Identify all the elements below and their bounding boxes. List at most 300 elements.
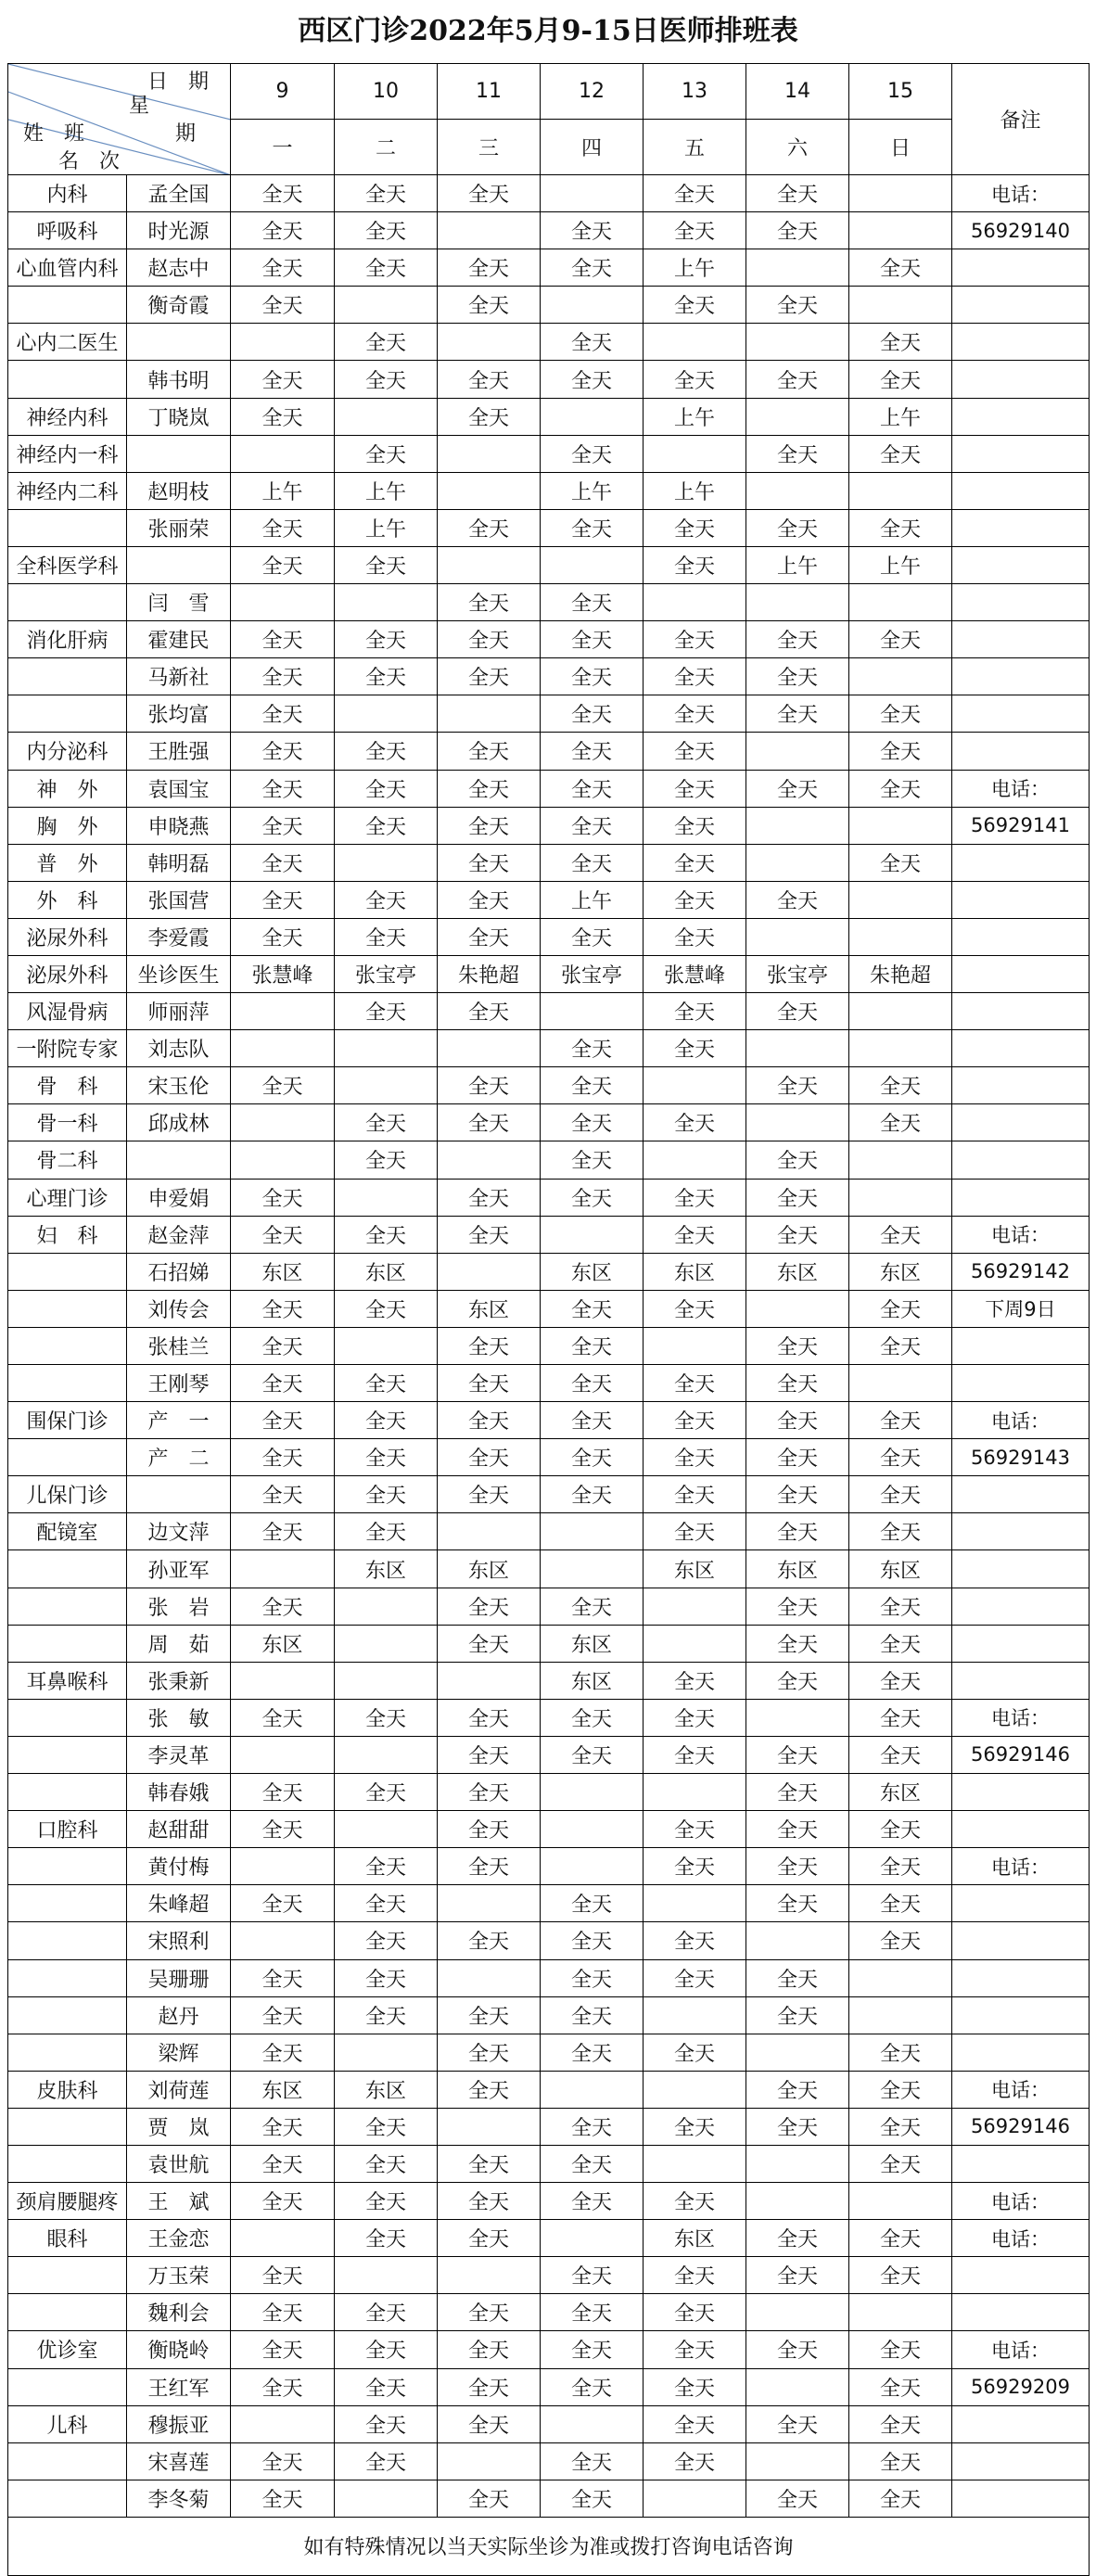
department-cell: 呼吸科 — [8, 212, 127, 249]
shift-cell — [849, 1141, 952, 1179]
shift-cell: 东区 — [849, 1550, 952, 1588]
doctor-cell — [127, 1141, 231, 1179]
table-row — [8, 1141, 1090, 1179]
shift-cell: 全天 — [231, 695, 335, 733]
shift-cell: 全天 — [438, 658, 541, 695]
corner-label-xing: 星 — [129, 95, 150, 118]
shift-cell: 东区 — [231, 1625, 335, 1662]
department-cell: 骨二科 — [8, 1141, 127, 1179]
doctor-cell: 闫 雪 — [127, 584, 231, 621]
shift-cell: 全天 — [335, 435, 438, 472]
remark-cell — [952, 249, 1090, 287]
table-row — [8, 2442, 1090, 2480]
remark-cell — [952, 1476, 1090, 1513]
doctor-cell: 孟全国 — [127, 175, 231, 212]
table-row — [8, 2145, 1090, 2182]
shift-cell: 全天 — [746, 361, 849, 398]
table-row — [8, 287, 1090, 324]
remark-cell: 56929209 — [952, 2368, 1090, 2405]
shift-cell: 全天 — [541, 695, 644, 733]
shift-cell: 全天 — [438, 807, 541, 844]
shift-cell: 全天 — [849, 1216, 952, 1253]
shift-cell: 东区 — [335, 1550, 438, 1588]
shift-cell: 全天 — [335, 770, 438, 807]
shift-cell: 全天 — [335, 2331, 438, 2368]
remark-cell — [952, 955, 1090, 992]
shift-cell: 全天 — [231, 2108, 335, 2145]
shift-cell: 全天 — [438, 881, 541, 918]
department-cell: 围保门诊 — [8, 1402, 127, 1439]
table-row — [8, 1476, 1090, 1513]
shift-cell — [849, 1365, 952, 1402]
shift-cell — [231, 1030, 335, 1067]
shift-cell: 全天 — [746, 287, 849, 324]
shift-cell: 全天 — [746, 2108, 849, 2145]
doctor-cell: 袁国宝 — [127, 770, 231, 807]
remark-cell — [952, 1513, 1090, 1550]
department-cell: 泌尿外科 — [8, 955, 127, 992]
table-row — [8, 1811, 1090, 1848]
shift-cell — [849, 175, 952, 212]
shift-cell: 全天 — [849, 1662, 952, 1699]
remark-cell — [952, 1104, 1090, 1141]
shift-cell: 全天 — [438, 1402, 541, 1439]
shift-cell: 全天 — [438, 2331, 541, 2368]
shift-cell: 全天 — [438, 1774, 541, 1811]
shift-cell: 全天 — [644, 2331, 746, 2368]
department-cell — [8, 1327, 127, 1364]
shift-cell: 全天 — [231, 658, 335, 695]
shift-cell: 全天 — [438, 844, 541, 881]
shift-cell: 全天 — [541, 2331, 644, 2368]
corner-label-qi: 期 — [175, 122, 197, 146]
shift-cell — [849, 881, 952, 918]
shift-cell: 全天 — [849, 2145, 952, 2182]
shift-cell: 全天 — [231, 2183, 335, 2220]
doctor-cell — [127, 1476, 231, 1513]
shift-cell: 全天 — [644, 2034, 746, 2071]
table-row — [8, 175, 1090, 212]
table-row — [8, 2480, 1090, 2517]
doctor-cell: 刘志队 — [127, 1030, 231, 1067]
table-row — [8, 1513, 1090, 1550]
shift-cell: 全天 — [849, 2368, 952, 2405]
shift-cell: 全天 — [644, 1439, 746, 1476]
shift-cell: 全天 — [746, 1402, 849, 1439]
table-row — [8, 398, 1090, 435]
shift-cell: 全天 — [335, 175, 438, 212]
shift-cell: 全天 — [541, 770, 644, 807]
shift-cell: 全天 — [746, 770, 849, 807]
shift-cell: 全天 — [335, 2220, 438, 2257]
shift-cell: 全天 — [541, 1588, 644, 1625]
shift-cell: 全天 — [335, 1290, 438, 1327]
corner-label-date: 日 期 — [147, 70, 210, 94]
doctor-cell: 朱峰超 — [127, 1885, 231, 1922]
remark-cell: 电话： — [952, 2183, 1090, 2220]
department-cell: 眼科 — [8, 2220, 127, 2257]
shift-cell — [335, 844, 438, 881]
department-cell — [8, 1550, 127, 1588]
shift-cell: 全天 — [541, 1141, 644, 1179]
shift-cell: 全天 — [849, 1588, 952, 1625]
shift-cell: 全天 — [849, 1736, 952, 1773]
shift-cell: 全天 — [746, 1476, 849, 1513]
shift-cell: 全天 — [849, 361, 952, 398]
shift-cell: 全天 — [438, 733, 541, 770]
doctor-cell: 韩书明 — [127, 361, 231, 398]
shift-cell: 上午 — [335, 509, 438, 546]
department-cell — [8, 361, 127, 398]
shift-cell: 上午 — [541, 881, 644, 918]
shift-cell: 上午 — [849, 398, 952, 435]
shift-cell — [644, 1067, 746, 1104]
doctor-cell: 衡晓岭 — [127, 2331, 231, 2368]
shift-cell: 全天 — [438, 1216, 541, 1253]
shift-cell: 全天 — [335, 807, 438, 844]
shift-cell: 全天 — [231, 2145, 335, 2182]
department-cell — [8, 2368, 127, 2405]
remark-header: 备注 — [952, 64, 1090, 175]
table-row — [8, 1067, 1090, 1104]
doctor-cell: 石招娣 — [127, 1253, 231, 1290]
shift-cell — [335, 398, 438, 435]
shift-cell: 全天 — [746, 1439, 849, 1476]
doctor-cell: 张 敏 — [127, 1699, 231, 1736]
shift-cell: 全天 — [849, 2108, 952, 2145]
shift-cell: 全天 — [644, 1959, 746, 1996]
shift-cell — [746, 1290, 849, 1327]
date-header: 10 — [335, 64, 438, 120]
doctor-cell: 张桂兰 — [127, 1327, 231, 1364]
shift-cell: 全天 — [644, 844, 746, 881]
table-row — [8, 2071, 1090, 2108]
remark-cell: 56929141 — [952, 807, 1090, 844]
shift-cell: 全天 — [541, 658, 644, 695]
table-row — [8, 1625, 1090, 1662]
doctor-cell: 张均富 — [127, 695, 231, 733]
table-row — [8, 658, 1090, 695]
shift-cell: 全天 — [541, 324, 644, 361]
table-row — [8, 2405, 1090, 2442]
shift-cell: 东区 — [541, 1625, 644, 1662]
remark-cell — [952, 546, 1090, 583]
shift-cell — [438, 212, 541, 249]
shift-cell: 全天 — [335, 1996, 438, 2034]
remark-cell: 电话： — [952, 2331, 1090, 2368]
shift-cell: 东区 — [231, 1253, 335, 1290]
table-row — [8, 2368, 1090, 2405]
department-cell — [8, 509, 127, 546]
shift-cell: 全天 — [231, 1699, 335, 1736]
shift-cell: 全天 — [541, 1996, 644, 2034]
shift-cell: 全天 — [231, 1959, 335, 1996]
table-row — [8, 1736, 1090, 1773]
shift-cell — [746, 472, 849, 509]
shift-cell: 全天 — [849, 2257, 952, 2294]
table-row — [8, 361, 1090, 398]
shift-cell: 全天 — [335, 361, 438, 398]
doctor-cell: 邱成林 — [127, 1104, 231, 1141]
shift-cell: 全天 — [231, 398, 335, 435]
shift-cell: 全天 — [746, 509, 849, 546]
department-cell: 配镜室 — [8, 1513, 127, 1550]
shift-cell: 全天 — [335, 1402, 438, 1439]
shift-cell: 全天 — [644, 1179, 746, 1216]
shift-cell: 全天 — [644, 1662, 746, 1699]
shift-cell: 全天 — [849, 1104, 952, 1141]
shift-cell: 全天 — [231, 2294, 335, 2331]
doctor-cell: 吴珊珊 — [127, 1959, 231, 1996]
weekday-header: 六 — [746, 120, 849, 175]
shift-cell: 全天 — [541, 249, 644, 287]
shift-cell — [644, 435, 746, 472]
remark-cell: 56929140 — [952, 212, 1090, 249]
shift-cell: 全天 — [644, 546, 746, 583]
shift-cell: 全天 — [438, 398, 541, 435]
shift-cell: 全天 — [438, 1736, 541, 1773]
department-cell: 妇 科 — [8, 1216, 127, 1253]
shift-cell: 全天 — [541, 1476, 644, 1513]
department-cell: 神经内二科 — [8, 472, 127, 509]
doctor-cell: 宋玉伦 — [127, 1067, 231, 1104]
shift-cell: 全天 — [746, 1959, 849, 1996]
shift-cell — [541, 2405, 644, 2442]
shift-cell: 全天 — [438, 993, 541, 1030]
shift-cell: 全天 — [438, 2183, 541, 2220]
shift-cell: 全天 — [746, 1216, 849, 1253]
table-row — [8, 881, 1090, 918]
shift-cell: 全天 — [644, 1848, 746, 1885]
shift-cell: 全天 — [438, 621, 541, 658]
shift-cell: 全天 — [541, 212, 644, 249]
shift-cell: 全天 — [644, 993, 746, 1030]
remark-cell: 电话： — [952, 770, 1090, 807]
table-row — [8, 1402, 1090, 1439]
shift-cell: 上午 — [849, 546, 952, 583]
department-cell — [8, 287, 127, 324]
doctor-cell: 宋喜莲 — [127, 2442, 231, 2480]
table-row — [8, 1327, 1090, 1364]
shift-cell: 全天 — [746, 881, 849, 918]
date-header: 11 — [438, 64, 541, 120]
shift-cell — [438, 1959, 541, 1996]
shift-cell: 全天 — [644, 1699, 746, 1736]
department-cell — [8, 2145, 127, 2182]
shift-cell: 东区 — [746, 1253, 849, 1290]
weekday-header: 一 — [231, 120, 335, 175]
department-cell: 口腔科 — [8, 1811, 127, 1848]
shift-cell — [746, 398, 849, 435]
shift-cell — [231, 435, 335, 472]
remark-cell: 电话： — [952, 1402, 1090, 1439]
shift-cell: 全天 — [644, 287, 746, 324]
shift-cell: 全天 — [438, 1811, 541, 1848]
shift-cell — [746, 2183, 849, 2220]
shift-cell: 全天 — [438, 1996, 541, 2034]
shift-cell — [541, 1216, 644, 1253]
shift-cell: 全天 — [541, 2294, 644, 2331]
shift-cell: 全天 — [541, 1885, 644, 1922]
doctor-cell: 赵甜甜 — [127, 1811, 231, 1848]
shift-cell: 全天 — [438, 2034, 541, 2071]
department-cell: 神 外 — [8, 770, 127, 807]
table-row — [8, 1774, 1090, 1811]
table-row — [8, 1253, 1090, 1290]
shift-cell — [438, 695, 541, 733]
remark-cell — [952, 621, 1090, 658]
weekday-header: 四 — [541, 120, 644, 175]
shift-cell: 全天 — [231, 1513, 335, 1550]
shift-cell: 全天 — [541, 509, 644, 546]
shift-cell: 全天 — [644, 621, 746, 658]
remark-cell — [952, 1922, 1090, 1959]
shift-cell — [644, 1625, 746, 1662]
footer-section — [8, 2517, 1090, 2575]
shift-cell: 全天 — [849, 733, 952, 770]
shift-cell: 全天 — [541, 1736, 644, 1773]
remark-cell: 下周9日 — [952, 1290, 1090, 1327]
department-cell: 儿科 — [8, 2405, 127, 2442]
shift-cell: 全天 — [849, 1067, 952, 1104]
shift-cell: 全天 — [438, 770, 541, 807]
shift-cell: 全天 — [849, 509, 952, 546]
shift-cell: 上午 — [746, 546, 849, 583]
department-cell: 内科 — [8, 175, 127, 212]
table-row — [8, 509, 1090, 546]
shift-cell — [849, 1179, 952, 1216]
table-row — [8, 770, 1090, 807]
shift-cell: 全天 — [849, 695, 952, 733]
doctor-cell: 周 茹 — [127, 1625, 231, 1662]
remark-cell: 电话： — [952, 2071, 1090, 2108]
department-cell: 内分泌科 — [8, 733, 127, 770]
shift-cell: 全天 — [849, 1290, 952, 1327]
table-row — [8, 695, 1090, 733]
shift-cell: 全天 — [541, 1327, 644, 1364]
shift-cell: 全天 — [644, 1104, 746, 1141]
date-header: 13 — [644, 64, 746, 120]
shift-cell: 全天 — [335, 2108, 438, 2145]
shift-cell: 全天 — [644, 1402, 746, 1439]
table-row — [8, 1365, 1090, 1402]
shift-cell: 全天 — [849, 2331, 952, 2368]
corner-label-ming-ci: 名 次 — [58, 150, 121, 173]
shift-cell: 全天 — [541, 2183, 644, 2220]
doctor-cell: 张 岩 — [127, 1588, 231, 1625]
department-cell: 优诊室 — [8, 2331, 127, 2368]
weekday-header: 二 — [335, 120, 438, 175]
shift-cell: 全天 — [438, 1922, 541, 1959]
shift-cell: 全天 — [438, 1439, 541, 1476]
shift-cell — [746, 1922, 849, 1959]
shift-cell — [746, 733, 849, 770]
shift-cell: 全天 — [746, 1662, 849, 1699]
shift-cell: 全天 — [438, 2405, 541, 2442]
doctor-cell: 张国营 — [127, 881, 231, 918]
department-cell — [8, 1996, 127, 2034]
remark-cell — [952, 695, 1090, 733]
shift-cell — [231, 1848, 335, 1885]
doctor-cell: 赵志中 — [127, 249, 231, 287]
remark-cell: 电话： — [952, 1699, 1090, 1736]
table-row — [8, 993, 1090, 1030]
department-cell — [8, 2257, 127, 2294]
shift-cell: 全天 — [746, 2257, 849, 2294]
remark-cell — [952, 2480, 1090, 2517]
shift-cell: 全天 — [746, 1588, 849, 1625]
doctor-cell: 袁世航 — [127, 2145, 231, 2182]
shift-cell: 全天 — [746, 658, 849, 695]
shift-cell — [644, 1774, 746, 1811]
doctor-cell: 李冬菊 — [127, 2480, 231, 2517]
shift-cell — [746, 2368, 849, 2405]
table-row — [8, 1439, 1090, 1476]
shift-cell: 全天 — [541, 1402, 644, 1439]
shift-cell: 全天 — [335, 733, 438, 770]
remark-cell — [952, 2294, 1090, 2331]
shift-cell — [231, 324, 335, 361]
shift-cell — [746, 324, 849, 361]
remark-cell — [952, 1811, 1090, 1848]
shift-cell — [644, 1588, 746, 1625]
shift-cell: 全天 — [541, 1290, 644, 1327]
shift-cell — [231, 1141, 335, 1179]
table-row — [8, 584, 1090, 621]
remark-cell: 56929146 — [952, 1736, 1090, 1773]
doctor-cell: 赵金萍 — [127, 1216, 231, 1253]
table-row — [8, 1996, 1090, 2034]
shift-cell: 全天 — [849, 1476, 952, 1513]
shift-cell: 全天 — [746, 1736, 849, 1773]
department-cell — [8, 1699, 127, 1736]
shift-cell: 全天 — [335, 1104, 438, 1141]
shift-cell: 全天 — [438, 175, 541, 212]
shift-cell: 全天 — [849, 1402, 952, 1439]
shift-cell — [231, 993, 335, 1030]
shift-cell: 全天 — [438, 2071, 541, 2108]
table-row — [8, 1030, 1090, 1067]
shift-cell: 全天 — [541, 1959, 644, 1996]
shift-cell — [746, 584, 849, 621]
shift-cell: 东区 — [438, 1550, 541, 1588]
shift-cell — [335, 2034, 438, 2071]
shift-cell: 全天 — [644, 695, 746, 733]
table-row — [8, 1179, 1090, 1216]
shift-cell: 全天 — [335, 2145, 438, 2182]
doctor-cell — [127, 435, 231, 472]
remark-cell — [952, 1327, 1090, 1364]
shift-cell: 全天 — [849, 324, 952, 361]
shift-cell: 全天 — [438, 1476, 541, 1513]
shift-cell — [849, 658, 952, 695]
shift-cell — [644, 1327, 746, 1364]
doctor-cell: 坐诊医生 — [127, 955, 231, 992]
shift-cell: 朱艳超 — [849, 955, 952, 992]
remark-cell: 56929142 — [952, 1253, 1090, 1290]
shift-cell — [849, 807, 952, 844]
date-header: 12 — [541, 64, 644, 120]
shift-cell: 全天 — [231, 2034, 335, 2071]
remark-cell — [952, 844, 1090, 881]
shift-cell — [335, 1811, 438, 1848]
department-cell: 泌尿外科 — [8, 918, 127, 955]
department-cell: 心血管内科 — [8, 249, 127, 287]
department-cell — [8, 2034, 127, 2071]
shift-cell: 全天 — [231, 1476, 335, 1513]
shift-cell: 全天 — [644, 2294, 746, 2331]
shift-cell — [541, 175, 644, 212]
